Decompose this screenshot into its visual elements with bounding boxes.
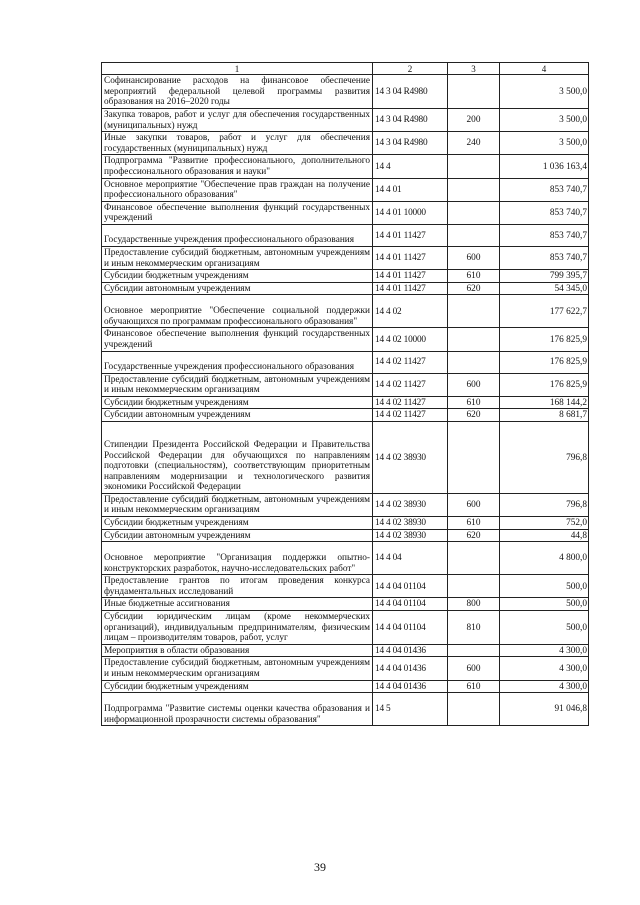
- row-code-cell: 14 4 02 38930: [373, 493, 448, 516]
- table-row: [102, 246, 589, 269]
- row-name-cell: Субсидии бюджетным учреждениям: [102, 396, 373, 409]
- budget-table-body: [102, 63, 589, 726]
- row-code-cell: 14 4 02 10000: [373, 328, 448, 351]
- row-code-cell: 14 3 04 R4980: [373, 132, 448, 155]
- row-code-cell: 14 4: [373, 155, 448, 178]
- row-name-cell: Иные закупки товаров, работ и услуг для обеспечения государственных (муниципальных) нужд: [102, 132, 373, 155]
- row-expense-type-cell: 620: [448, 409, 500, 422]
- row-expense-type-cell: [448, 75, 500, 109]
- row-code-cell: 14 4 04 01104: [373, 598, 448, 611]
- row-expense-type-cell: 810: [448, 611, 500, 645]
- row-code-cell: 14 4 02 38930: [373, 529, 448, 542]
- row-code-cell: 14 4 01 10000: [373, 201, 448, 224]
- row-code-cell: 14 4 04: [373, 542, 448, 575]
- table-row: [102, 680, 589, 693]
- table-row: [102, 493, 589, 516]
- row-amount-cell: 1 036 163,4: [500, 155, 589, 178]
- row-amount-cell: 8 681,7: [500, 409, 589, 422]
- row-amount-cell: 177 622,7: [500, 295, 589, 328]
- row-expense-type-cell: 200: [448, 109, 500, 132]
- row-name-cell: Субсидии автономным учреждениям: [102, 529, 373, 542]
- table-row: [102, 421, 589, 493]
- row-expense-type-cell: 620: [448, 529, 500, 542]
- table-row: [102, 132, 589, 155]
- row-expense-type-cell: [448, 155, 500, 178]
- row-expense-type-cell: 240: [448, 132, 500, 155]
- row-amount-cell: 3 500,0: [500, 132, 589, 155]
- row-name-cell: Мероприятия в области образования: [102, 644, 373, 657]
- budget-table-page: [101, 62, 588, 726]
- row-expense-type-cell: 610: [448, 517, 500, 530]
- row-expense-type-cell: 800: [448, 598, 500, 611]
- table-row: [102, 409, 589, 422]
- row-name-cell: Субсидии бюджетным учреждениям: [102, 270, 373, 283]
- row-amount-cell: 54 345,0: [500, 282, 589, 295]
- row-name-cell: Государственные учреждения профессионального образования: [102, 351, 373, 373]
- row-expense-type-cell: [448, 644, 500, 657]
- table-row: [102, 282, 589, 295]
- row-amount-cell: 853 740,7: [500, 201, 589, 224]
- table-row: [102, 373, 589, 396]
- row-name-cell: Софинансирование расходов на финансовое обеспечение мероприятий федеральной целевой программы развития образования на 2016–2020 годы: [102, 75, 373, 109]
- budget-table: [101, 62, 589, 726]
- row-amount-cell: 3 500,0: [500, 75, 589, 109]
- row-code-cell: 14 4 04 01104: [373, 575, 448, 598]
- table-row: [102, 542, 589, 575]
- table-row: [102, 598, 589, 611]
- row-name-cell: Основное мероприятие "Обеспечение прав граждан на получение профессионального образования": [102, 178, 373, 201]
- row-name-cell: Субсидии юридическим лицам (кроме некоммерческих организаций), индивидуальным предпринимателям, физическим лицам – производителям товаров, работ, услуг: [102, 611, 373, 645]
- table-row: [102, 611, 589, 645]
- table-row: [102, 109, 589, 132]
- row-code-cell: 14 4 02 11427: [373, 409, 448, 422]
- row-code-cell: 14 4 01 11427: [373, 246, 448, 269]
- row-name-cell: Основное мероприятие "Обеспечение социальной поддержки обучающихся по программам профессионального образования": [102, 295, 373, 328]
- row-amount-cell: 4 300,0: [500, 644, 589, 657]
- row-expense-type-cell: 620: [448, 282, 500, 295]
- row-amount-cell: 752,0: [500, 517, 589, 530]
- row-expense-type-cell: 600: [448, 246, 500, 269]
- row-expense-type-cell: 610: [448, 396, 500, 409]
- row-expense-type-cell: [448, 575, 500, 598]
- row-amount-cell: 799 395,7: [500, 270, 589, 283]
- row-amount-cell: 91 046,8: [500, 693, 589, 726]
- row-name-cell: Предоставление субсидий бюджетным, автономным учреждениям и иным некоммерческим организациям: [102, 493, 373, 516]
- row-amount-cell: 4 300,0: [500, 680, 589, 693]
- row-amount-cell: 176 825,9: [500, 373, 589, 396]
- row-name-cell: Субсидии автономным учреждениям: [102, 409, 373, 422]
- page-number: 39: [314, 860, 326, 874]
- row-code-cell: 14 4 02 38930: [373, 421, 448, 493]
- row-expense-type-cell: [448, 351, 500, 373]
- row-name-cell: Подпрограмма "Развитие системы оценки качества образования и информационной прозрачности системы образования": [102, 693, 373, 726]
- table-row: [102, 75, 589, 109]
- row-name-cell: Предоставление субсидий бюджетным, автономным учреждениям и иным некоммерческим организациям: [102, 373, 373, 396]
- row-amount-cell: 500,0: [500, 575, 589, 598]
- row-expense-type-cell: [448, 693, 500, 726]
- row-expense-type-cell: [448, 542, 500, 575]
- row-expense-type-cell: [448, 421, 500, 493]
- row-expense-type-cell: 610: [448, 680, 500, 693]
- header-col-1: 1: [102, 63, 373, 75]
- row-code-cell: 14 4 02 38930: [373, 517, 448, 530]
- table-row: [102, 328, 589, 351]
- row-name-cell: Предоставление субсидий бюджетным, автономным учреждениям и иным некоммерческим организациям: [102, 657, 373, 680]
- row-amount-cell: 4 300,0: [500, 657, 589, 680]
- row-name-cell: Субсидии бюджетным учреждениям: [102, 680, 373, 693]
- row-code-cell: 14 4 01 11427: [373, 224, 448, 246]
- row-code-cell: 14 4 02 11427: [373, 351, 448, 373]
- row-expense-type-cell: [448, 224, 500, 246]
- row-expense-type-cell: 610: [448, 270, 500, 283]
- row-amount-cell: 3 500,0: [500, 109, 589, 132]
- row-expense-type-cell: 600: [448, 657, 500, 680]
- row-amount-cell: 796,8: [500, 493, 589, 516]
- row-amount-cell: 500,0: [500, 598, 589, 611]
- row-code-cell: 14 4 01 11427: [373, 282, 448, 295]
- row-name-cell: Подпрограмма "Развитие профессионального, дополнительного профессионального образования и науки": [102, 155, 373, 178]
- row-name-cell: Финансовое обеспечение выполнения функций государственных учреждений: [102, 328, 373, 351]
- table-row: [102, 517, 589, 530]
- row-amount-cell: 176 825,9: [500, 328, 589, 351]
- row-name-cell: Предоставление субсидий бюджетным, автономным учреждениям и иным некоммерческим организациям: [102, 246, 373, 269]
- table-row: [102, 224, 589, 246]
- table-row: [102, 575, 589, 598]
- table-row: [102, 178, 589, 201]
- row-code-cell: 14 4 04 01436: [373, 644, 448, 657]
- row-amount-cell: 853 740,7: [500, 178, 589, 201]
- table-row: [102, 396, 589, 409]
- row-amount-cell: 4 800,0: [500, 542, 589, 575]
- row-amount-cell: 853 740,7: [500, 246, 589, 269]
- row-amount-cell: 796,8: [500, 421, 589, 493]
- table-row: [102, 644, 589, 657]
- row-amount-cell: 853 740,7: [500, 224, 589, 246]
- row-code-cell: 14 4 01: [373, 178, 448, 201]
- row-name-cell: Стипендии Президента Российской Федерации и Правительства Российской Федерации для обучающихся по направлениям подготовки (специальностям), соответствующим приоритетным направлениям модернизации и технологического развития экономики Российской Федерации: [102, 421, 373, 493]
- table-row: [102, 201, 589, 224]
- table-row: [102, 295, 589, 328]
- row-expense-type-cell: [448, 201, 500, 224]
- row-expense-type-cell: [448, 328, 500, 351]
- row-code-cell: 14 4 04 01104: [373, 611, 448, 645]
- row-code-cell: 14 4 02: [373, 295, 448, 328]
- row-code-cell: 14 3 04 R4980: [373, 75, 448, 109]
- row-name-cell: Предоставление грантов по итогам проведения конкурса фундаментальных исследований: [102, 575, 373, 598]
- table-row: [102, 529, 589, 542]
- row-name-cell: Финансовое обеспечение выполнения функций государственных учреждений: [102, 201, 373, 224]
- header-col-4: 4: [500, 63, 589, 75]
- table-row: [102, 270, 589, 283]
- row-expense-type-cell: [448, 178, 500, 201]
- row-name-cell: Закупка товаров, работ и услуг для обеспечения государственных (муниципальных) нужд: [102, 109, 373, 132]
- row-name-cell: Государственные учреждения профессионального образования: [102, 224, 373, 246]
- row-amount-cell: 44,8: [500, 529, 589, 542]
- row-amount-cell: 168 144,2: [500, 396, 589, 409]
- table-row: [102, 657, 589, 680]
- row-code-cell: 14 3 04 R4980: [373, 109, 448, 132]
- row-code-cell: 14 4 02 11427: [373, 396, 448, 409]
- header-col-2: 2: [373, 63, 448, 75]
- row-expense-type-cell: 600: [448, 493, 500, 516]
- row-code-cell: 14 4 01 11427: [373, 270, 448, 283]
- row-expense-type-cell: 600: [448, 373, 500, 396]
- row-name-cell: Субсидии автономным учреждениям: [102, 282, 373, 295]
- row-name-cell: Иные бюджетные ассигнования: [102, 598, 373, 611]
- table-row: [102, 693, 589, 726]
- row-name-cell: Субсидии бюджетным учреждениям: [102, 517, 373, 530]
- table-row: [102, 351, 589, 373]
- table-row: [102, 155, 589, 178]
- row-name-cell: Основное мероприятие "Организация поддержки опытно-конструкторских разработок, научно-исследовательских работ": [102, 542, 373, 575]
- row-code-cell: 14 5: [373, 693, 448, 726]
- row-amount-cell: 176 825,9: [500, 351, 589, 373]
- row-code-cell: 14 4 04 01436: [373, 657, 448, 680]
- column-number-header: [102, 63, 589, 75]
- row-expense-type-cell: [448, 295, 500, 328]
- row-amount-cell: 500,0: [500, 611, 589, 645]
- row-code-cell: 14 4 04 01436: [373, 680, 448, 693]
- row-code-cell: 14 4 02 11427: [373, 373, 448, 396]
- header-col-3: 3: [448, 63, 500, 75]
